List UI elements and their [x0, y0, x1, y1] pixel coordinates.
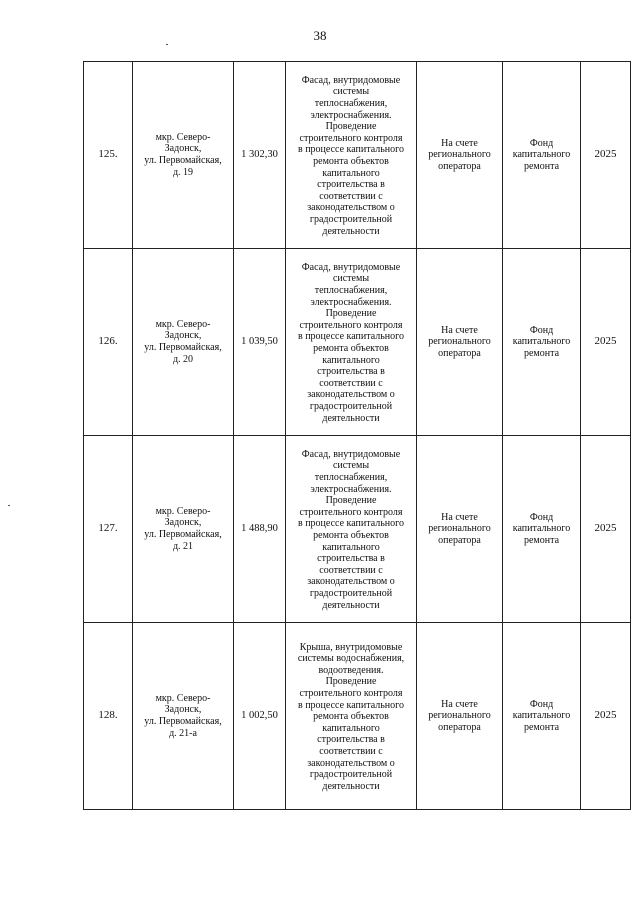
building-address: мкр. Северо- Задонск, ул. Первомайская, д. 20: [133, 249, 234, 436]
building-area: 1 488,90: [234, 436, 286, 623]
table-row: [84, 249, 631, 436]
funding-source: Фонд капитального ремонта: [503, 436, 581, 623]
scan-speck: [8, 505, 10, 506]
row-number: 128.: [84, 623, 133, 810]
fund-account-status: На счете регионального оператора: [417, 436, 503, 623]
repair-works: Фасад, внутридомовые системы теплоснабжения, электроснабжения. Проведение строительного контроля в процессе капитального ремонта объектов капитального строительства в соответствии с законодательством о градостроительной деятельности: [286, 436, 417, 623]
scan-speck: [166, 44, 168, 45]
repair-works: Фасад, внутридомовые системы теплоснабжения, электроснабжения. Проведение строительного контроля в процессе капитального ремонта объектов капитального строительства в соответствии с законодательством о градостроительной деятельности: [286, 249, 417, 436]
row-number: 127.: [84, 436, 133, 623]
building-area: 1 302,30: [234, 62, 286, 249]
table-row: [84, 623, 631, 810]
funding-source: Фонд капитального ремонта: [503, 62, 581, 249]
row-number: 126.: [84, 249, 133, 436]
fund-account-status: На счете регионального оператора: [417, 62, 503, 249]
planned-year: 2025: [581, 249, 631, 436]
planned-year: 2025: [581, 623, 631, 810]
repair-program-table: [83, 61, 631, 810]
funding-source: Фонд капитального ремонта: [503, 249, 581, 436]
building-address: мкр. Северо- Задонск, ул. Первомайская, д. 21-а: [133, 623, 234, 810]
planned-year: 2025: [581, 62, 631, 249]
building-area: 1 002,50: [234, 623, 286, 810]
row-number: 125.: [84, 62, 133, 249]
building-area: 1 039,50: [234, 249, 286, 436]
planned-year: 2025: [581, 436, 631, 623]
repair-works: Крыша, внутридомовые системы водоснабжения, водоотведения. Проведение строительного контроля в процессе капитального ремонта объектов капитального строительства в соответствии с законодательством о градостроительной деятельности: [286, 623, 417, 810]
building-address: мкр. Северо- Задонск, ул. Первомайская, д. 21: [133, 436, 234, 623]
building-address: мкр. Северо- Задонск, ул. Первомайская, д. 19: [133, 62, 234, 249]
table-row: [84, 62, 631, 249]
page-number: 38: [313, 28, 327, 43]
funding-source: Фонд капитального ремонта: [503, 623, 581, 810]
fund-account-status: На счете регионального оператора: [417, 623, 503, 810]
fund-account-status: На счете регионального оператора: [417, 249, 503, 436]
repair-works: Фасад, внутридомовые системы теплоснабжения, электроснабжения. Проведение строительного контроля в процессе капитального ремонта объектов капитального строительства в соответствии с законодательством о градостроительной деятельности: [286, 62, 417, 249]
table-row: [84, 436, 631, 623]
